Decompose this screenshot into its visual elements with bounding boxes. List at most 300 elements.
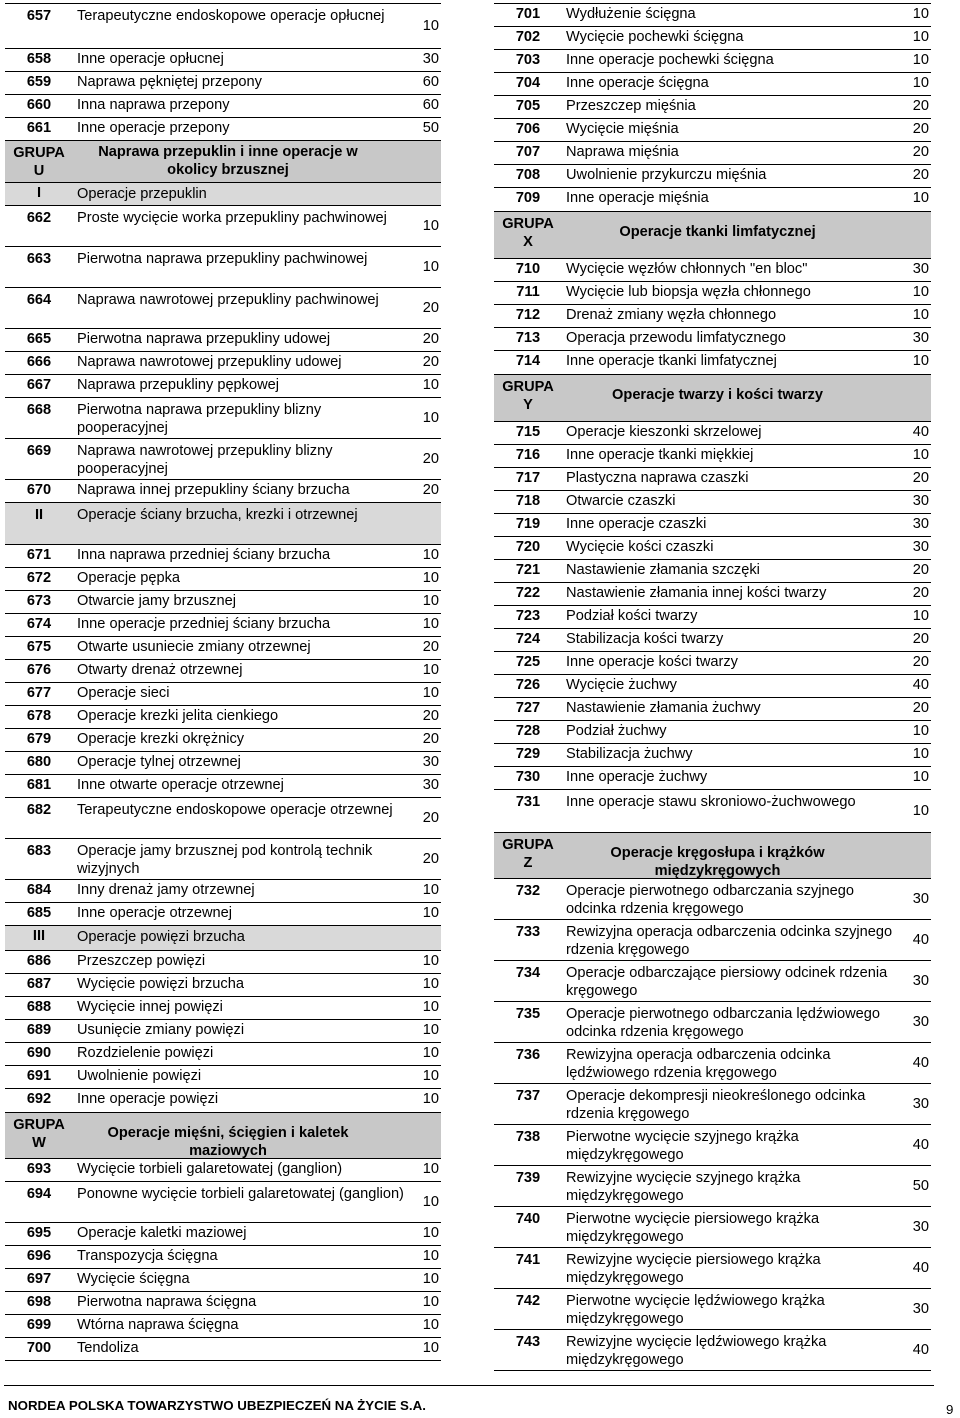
left-table	[5, 3, 441, 1361]
table-row	[5, 1338, 441, 1361]
code-cell: 677	[26, 685, 52, 701]
value-cell: 10	[422, 547, 439, 563]
code-cell: 723	[515, 608, 541, 624]
code-cell: 685	[26, 905, 52, 921]
table-row	[5, 288, 441, 329]
description-cell: Naprawa przepukliny pępkowej	[77, 377, 279, 393]
description-cell: Rewizyjne wycięcie lędźwiowego krążka międzykręgowego	[566, 1334, 827, 1368]
code-cell: 735	[515, 1006, 541, 1022]
value-cell: 30	[912, 261, 929, 277]
code-cell: GRUPA X	[502, 216, 554, 250]
description-cell: Rozdzielenie powięzi	[77, 1045, 214, 1061]
code-cell: 693	[26, 1161, 52, 1177]
table-row	[5, 72, 441, 95]
table-row	[494, 514, 931, 537]
description-cell: Pierwotna naprawa ścięgna	[77, 1294, 257, 1310]
table-row	[494, 73, 931, 96]
value-cell: 20	[422, 639, 439, 655]
table-row	[5, 775, 441, 798]
value-cell: 30	[912, 891, 929, 907]
value-cell: 10	[912, 353, 929, 369]
value-cell: 10	[422, 882, 439, 898]
description-cell: Inne otwarte operacje otrzewnej	[77, 777, 284, 793]
code-cell: 673	[26, 593, 52, 609]
value-cell: 30	[422, 754, 439, 770]
value-cell: 50	[912, 1178, 929, 1194]
value-cell: 30	[912, 1096, 929, 1112]
value-cell: 10	[422, 1161, 439, 1177]
code-cell: 713	[515, 330, 541, 346]
description-cell: Pierwotne wycięcie lędźwiowego krążka międzykręgowego	[566, 1293, 825, 1327]
value-cell: 20	[912, 167, 929, 183]
description-cell: Inne operacje opłucnej	[77, 51, 224, 67]
value-cell: 10	[912, 307, 929, 323]
code-cell: 733	[515, 924, 541, 940]
table-row	[5, 4, 441, 49]
code-cell: 678	[26, 708, 52, 724]
description-cell: Inna naprawa przedniej ściany brzucha	[77, 547, 331, 563]
value-cell: 10	[422, 593, 439, 609]
value-cell: 20	[422, 851, 439, 867]
code-cell: 659	[26, 74, 52, 90]
value-cell: 10	[912, 723, 929, 739]
description-cell: Wycięcie mięśnia	[566, 121, 679, 137]
value-cell: 40	[912, 424, 929, 440]
description-cell: Operacje pierwotnego odbarczania lędźwiowego odcinka rdzenia kręgowego	[566, 1006, 880, 1040]
code-cell: 706	[515, 121, 541, 137]
table-row	[494, 1125, 931, 1166]
description-cell: Inne operacje tkanki miękkiej	[566, 447, 754, 463]
value-cell: 10	[912, 52, 929, 68]
code-cell: 728	[515, 723, 541, 739]
table-row	[494, 188, 931, 212]
description-cell: Wycięcie powięzi brzucha	[77, 976, 244, 992]
table-row	[494, 721, 931, 744]
description-cell: Operacje pępka	[77, 570, 181, 586]
table-row	[5, 568, 441, 591]
value-cell: 30	[912, 973, 929, 989]
value-cell: 30	[912, 493, 929, 509]
code-cell: 714	[515, 353, 541, 369]
value-cell: 40	[912, 932, 929, 948]
description-cell: Operacje powięzi brzucha	[77, 929, 245, 945]
code-cell: 709	[515, 190, 541, 206]
value-cell: 10	[422, 377, 439, 393]
description-cell: Naprawa nawrotowej przepukliny blizny pooperacyjnej	[77, 443, 333, 477]
code-cell: 741	[515, 1252, 541, 1268]
description-cell: Inny drenaż jamy otrzewnej	[77, 882, 255, 898]
description-cell: Uwolnienie przykurczu mięśnia	[566, 167, 767, 183]
description-cell: Pierwotna naprawa przepukliny udowej	[77, 331, 331, 347]
code-cell: 730	[515, 769, 541, 785]
value-cell: 10	[422, 1317, 439, 1333]
value-cell: 10	[912, 447, 929, 463]
code-cell: 725	[515, 654, 541, 670]
value-cell: 20	[912, 562, 929, 578]
description-cell: Operacje mięśni, ścięgien i kaletek maziowych	[107, 1125, 349, 1159]
description-cell: Transpozycja ścięgna	[77, 1248, 218, 1264]
section-header-row	[5, 183, 441, 206]
code-cell: 696	[26, 1248, 52, 1264]
value-cell: 40	[912, 677, 929, 693]
code-cell: 736	[515, 1047, 541, 1063]
code-cell: GRUPA Y	[502, 379, 554, 413]
description-cell: Uwolnienie powięzi	[77, 1068, 202, 1084]
value-cell: 30	[912, 330, 929, 346]
table-row	[5, 206, 441, 247]
table-row	[5, 903, 441, 926]
description-cell: Wydłużenie ścięgna	[566, 6, 696, 22]
description-cell: Operacje krezki okrężnicy	[77, 731, 245, 747]
table-row	[5, 439, 441, 480]
value-cell: 10	[422, 1068, 439, 1084]
table-row	[5, 398, 441, 439]
description-cell: Plastyczna naprawa czaszki	[566, 470, 749, 486]
description-cell: Inne operacje kości twarzy	[566, 654, 738, 670]
value-cell: 10	[422, 616, 439, 632]
table-row	[494, 282, 931, 305]
code-cell: GRUPA Z	[502, 837, 554, 871]
description-cell: Operacje krezki jelita cienkiego	[77, 708, 279, 724]
table-row	[494, 4, 931, 27]
table-row	[494, 1289, 931, 1330]
value-cell: 10	[422, 905, 439, 921]
code-cell: 732	[515, 883, 541, 899]
table-row	[5, 1159, 441, 1182]
description-cell: Wycięcie węzłów chłonnych "en bloc"	[566, 261, 808, 277]
table-row	[494, 119, 931, 142]
table-row	[5, 683, 441, 706]
table-row	[5, 1043, 441, 1066]
value-cell: 30	[912, 1301, 929, 1317]
code-cell: 687	[26, 976, 52, 992]
description-cell: Inne operacje powięzi	[77, 1091, 219, 1107]
value-cell: 60	[422, 97, 439, 113]
table-row	[5, 1223, 441, 1246]
value-cell: 20	[422, 354, 439, 370]
code-cell: 663	[26, 251, 52, 267]
table-row	[494, 606, 931, 629]
table-row	[494, 879, 931, 920]
code-cell: 742	[515, 1293, 541, 1309]
value-cell: 40	[912, 1137, 929, 1153]
code-cell: I	[36, 185, 42, 201]
code-cell: 717	[515, 470, 541, 486]
description-cell: Nastawienie złamania szczęki	[566, 562, 760, 578]
description-cell: Operacje tylnej otrzewnej	[77, 754, 241, 770]
code-cell: 658	[26, 51, 52, 67]
description-cell: Pierwotne wycięcie szyjnego krążka międzykręgowego	[566, 1129, 799, 1163]
page-number: 9	[946, 1402, 954, 1417]
value-cell: 10	[422, 1271, 439, 1287]
description-cell: Operacje twarzy i kości twarzy	[612, 387, 823, 403]
table-row	[494, 920, 931, 961]
code-cell: 660	[26, 97, 52, 113]
code-cell: 666	[26, 354, 52, 370]
code-cell: 657	[26, 8, 52, 24]
table-row	[494, 351, 931, 375]
table-row	[5, 247, 441, 288]
code-cell: 698	[26, 1294, 52, 1310]
value-cell: 10	[422, 1248, 439, 1264]
table-row	[5, 95, 441, 118]
description-cell: Operacje ściany brzucha, krezki i otrzewnej	[77, 507, 358, 523]
description-cell: Naprawa nawrotowej przepukliny pachwinowej	[77, 292, 379, 308]
description-cell: Operacje dekompresji nieokreślonego odcinka rdzenia kręgowego	[566, 1088, 866, 1122]
table-row	[5, 614, 441, 637]
code-cell: 680	[26, 754, 52, 770]
description-cell: Rewizyjne wycięcie piersiowego krążka międzykręgowego	[566, 1252, 821, 1286]
code-cell: 738	[515, 1129, 541, 1145]
description-cell: Inne operacje stawu skroniowo-żuchwowego	[566, 794, 856, 810]
value-cell: 10	[422, 570, 439, 586]
table-row	[5, 480, 441, 503]
description-cell: Rewizyjna operacja odbarczenia odcinka szyjnego rdzenia kręgowego	[566, 924, 893, 958]
description-cell: Wycięcie innej powięzi	[77, 999, 223, 1015]
group-header-row	[5, 141, 441, 183]
code-cell: 681	[26, 777, 52, 793]
value-cell: 10	[912, 75, 929, 91]
code-cell: 669	[26, 443, 52, 459]
description-cell: Proste wycięcie worka przepukliny pachwinowej	[77, 210, 387, 226]
description-cell: Wycięcie ścięgna	[77, 1271, 190, 1287]
description-cell: Rewizyjna operacja odbarczenia odcinka lędźwiowego rdzenia kręgowego	[566, 1047, 831, 1081]
table-row	[494, 583, 931, 606]
code-cell: 734	[515, 965, 541, 981]
table-row	[494, 165, 931, 188]
description-cell: Inne operacje przedniej ściany brzucha	[77, 616, 331, 632]
description-cell: Wycięcie pochewki ścięgna	[566, 29, 744, 45]
description-cell: Operacje odbarczające piersiowy odcinek rdzenia kręgowego	[566, 965, 888, 999]
code-cell: GRUPA U	[13, 145, 65, 179]
code-cell: 661	[26, 120, 52, 136]
description-cell: Ponowne wycięcie torbieli galaretowatej (ganglion)	[77, 1186, 404, 1202]
code-cell: 684	[26, 882, 52, 898]
value-cell: 60	[422, 74, 439, 90]
code-cell: III	[32, 928, 46, 944]
value-cell: 40	[912, 1055, 929, 1071]
table-row	[494, 142, 931, 165]
code-cell: 690	[26, 1045, 52, 1061]
table-row	[5, 951, 441, 974]
code-cell: 708	[515, 167, 541, 183]
description-cell: Inne operacje otrzewnej	[77, 905, 232, 921]
value-cell: 30	[912, 539, 929, 555]
table-row	[494, 675, 931, 698]
table-row	[5, 798, 441, 839]
code-cell: 695	[26, 1225, 52, 1241]
table-row	[5, 706, 441, 729]
description-cell: Stabilizacja kości twarzy	[566, 631, 724, 647]
group-header-row	[5, 1113, 441, 1159]
value-cell: 10	[912, 608, 929, 624]
description-cell: Inne operacje żuchwy	[566, 769, 708, 785]
description-cell: Tendoliza	[77, 1340, 139, 1356]
table-row	[494, 1207, 931, 1248]
table-row	[5, 118, 441, 141]
description-cell: Otwarcie jamy brzusznej	[77, 593, 236, 609]
table-row	[494, 445, 931, 468]
table-row	[5, 1020, 441, 1043]
table-row	[494, 27, 931, 50]
value-cell: 30	[912, 1014, 929, 1030]
value-cell: 20	[912, 700, 929, 716]
value-cell: 10	[422, 1022, 439, 1038]
value-cell: 10	[912, 6, 929, 22]
value-cell: 20	[912, 631, 929, 647]
code-cell: II	[34, 507, 44, 523]
table-row	[494, 468, 931, 491]
code-cell: 715	[515, 424, 541, 440]
table-row	[494, 96, 931, 119]
code-cell: 726	[515, 677, 541, 693]
code-cell: 727	[515, 700, 541, 716]
table-row	[5, 974, 441, 997]
table-row	[494, 652, 931, 675]
value-cell: 10	[422, 259, 439, 275]
code-cell: 737	[515, 1088, 541, 1104]
description-cell: Pierwotne wycięcie piersiowego krążka międzykręgowego	[566, 1211, 820, 1245]
code-cell: 702	[515, 29, 541, 45]
code-cell: 667	[26, 377, 52, 393]
description-cell: Naprawa mięśnia	[566, 144, 679, 160]
table-row	[5, 880, 441, 903]
code-cell: 701	[515, 6, 541, 22]
table-row	[494, 305, 931, 328]
code-cell: 682	[26, 802, 52, 818]
description-cell: Przeszczep powięzi	[77, 953, 206, 969]
description-cell: Otwarty drenaż otrzewnej	[77, 662, 243, 678]
table-row	[494, 50, 931, 73]
description-cell: Wycięcie torbieli galaretowatej (ganglion)	[77, 1161, 343, 1177]
description-cell: Terapeutyczne endoskopowe operacje opłucnej	[77, 8, 385, 24]
table-row	[5, 49, 441, 72]
value-cell: 10	[422, 1294, 439, 1310]
code-cell: 670	[26, 482, 52, 498]
code-cell: 686	[26, 953, 52, 969]
value-cell: 20	[422, 731, 439, 747]
description-cell: Terapeutyczne endoskopowe operacje otrzewnej	[77, 802, 393, 818]
code-cell: 664	[26, 292, 52, 308]
description-cell: Operacje kręgosłupa i krążków międzykręgowych	[610, 845, 825, 879]
description-cell: Nastawienie złamania żuchwy	[566, 700, 761, 716]
table-row	[5, 1089, 441, 1113]
code-cell: 722	[515, 585, 541, 601]
code-cell: 697	[26, 1271, 52, 1287]
value-cell: 30	[422, 51, 439, 67]
code-cell: 739	[515, 1170, 541, 1186]
value-cell: 20	[422, 331, 439, 347]
value-cell: 10	[422, 976, 439, 992]
section-header-row	[5, 926, 441, 951]
code-cell: 688	[26, 999, 52, 1015]
value-cell: 20	[422, 810, 439, 826]
section-header-row	[5, 503, 441, 545]
description-cell: Operacje przepuklin	[77, 186, 207, 202]
footer-company: NORDEA POLSKA TOWARZYSTWO UBEZPIECZEŃ NA ŻYCIE S.A.	[8, 1398, 426, 1413]
code-cell: 699	[26, 1317, 52, 1333]
table-row	[5, 1269, 441, 1292]
description-cell: Wycięcie kości czaszki	[566, 539, 714, 555]
description-cell: Wycięcie lub biopsja węzła chłonnego	[566, 284, 811, 300]
value-cell: 40	[912, 1260, 929, 1276]
table-row	[494, 698, 931, 721]
value-cell: 20	[912, 144, 929, 160]
code-cell: 729	[515, 746, 541, 762]
table-row	[5, 375, 441, 398]
value-cell: 10	[422, 218, 439, 234]
value-cell: 20	[422, 451, 439, 467]
code-cell: 679	[26, 731, 52, 747]
code-cell: 703	[515, 52, 541, 68]
code-cell: 689	[26, 1022, 52, 1038]
code-cell: 711	[516, 284, 540, 300]
table-row	[494, 422, 931, 445]
description-cell: Podział kości twarzy	[566, 608, 698, 624]
code-cell: 710	[515, 261, 541, 277]
table-row	[5, 329, 441, 352]
value-cell: 20	[422, 708, 439, 724]
table-row	[494, 259, 931, 282]
description-cell: Wtórna naprawa ścięgna	[77, 1317, 239, 1333]
description-cell: Naprawa innej przepukliny ściany brzucha	[77, 482, 350, 498]
group-header-row	[494, 375, 931, 422]
value-cell: 30	[912, 1219, 929, 1235]
code-cell: 700	[26, 1340, 52, 1356]
description-cell: Inne operacje przepony	[77, 120, 230, 136]
value-cell: 30	[422, 777, 439, 793]
table-row	[494, 537, 931, 560]
code-cell: 692	[26, 1091, 52, 1107]
table-row	[494, 560, 931, 583]
description-cell: Otwarte usuniecie zmiany otrzewnej	[77, 639, 311, 655]
value-cell: 10	[422, 1194, 439, 1210]
description-cell: Pierwotna naprawa przepukliny blizny pooperacyjnej	[77, 402, 322, 436]
code-cell: 740	[515, 1211, 541, 1227]
description-cell: Inne operacje pochewki ścięgna	[566, 52, 774, 68]
value-cell: 10	[422, 1340, 439, 1356]
table-row	[494, 1166, 931, 1207]
description-cell: Stabilizacja żuchwy	[566, 746, 693, 762]
description-cell: Usunięcie zmiany powięzi	[77, 1022, 245, 1038]
code-cell: 674	[26, 616, 52, 632]
table-row	[5, 1066, 441, 1089]
value-cell: 10	[912, 746, 929, 762]
group-header-row	[494, 833, 931, 879]
description-cell: Inne operacje czaszki	[566, 516, 707, 532]
description-cell: Inna naprawa przepony	[77, 97, 230, 113]
table-row	[494, 1002, 931, 1043]
value-cell: 30	[912, 516, 929, 532]
value-cell: 10	[422, 1091, 439, 1107]
table-row	[494, 328, 931, 351]
value-cell: 10	[912, 803, 929, 819]
table-row	[5, 637, 441, 660]
description-cell: Naprawa nawrotowej przepukliny udowej	[77, 354, 342, 370]
value-cell: 10	[422, 1225, 439, 1241]
code-cell: 704	[515, 75, 541, 91]
table-row	[494, 790, 931, 833]
code-cell: 743	[515, 1334, 541, 1350]
description-cell: Drenaż zmiany węzła chłonnego	[566, 307, 777, 323]
value-cell: 20	[912, 654, 929, 670]
table-row	[494, 629, 931, 652]
table-row	[5, 352, 441, 375]
table-row	[494, 1084, 931, 1125]
description-cell: Inne operacje mięśnia	[566, 190, 709, 206]
table-row	[5, 729, 441, 752]
description-cell: Rewizyjne wycięcie szyjnego krążka międzykręgowego	[566, 1170, 801, 1204]
